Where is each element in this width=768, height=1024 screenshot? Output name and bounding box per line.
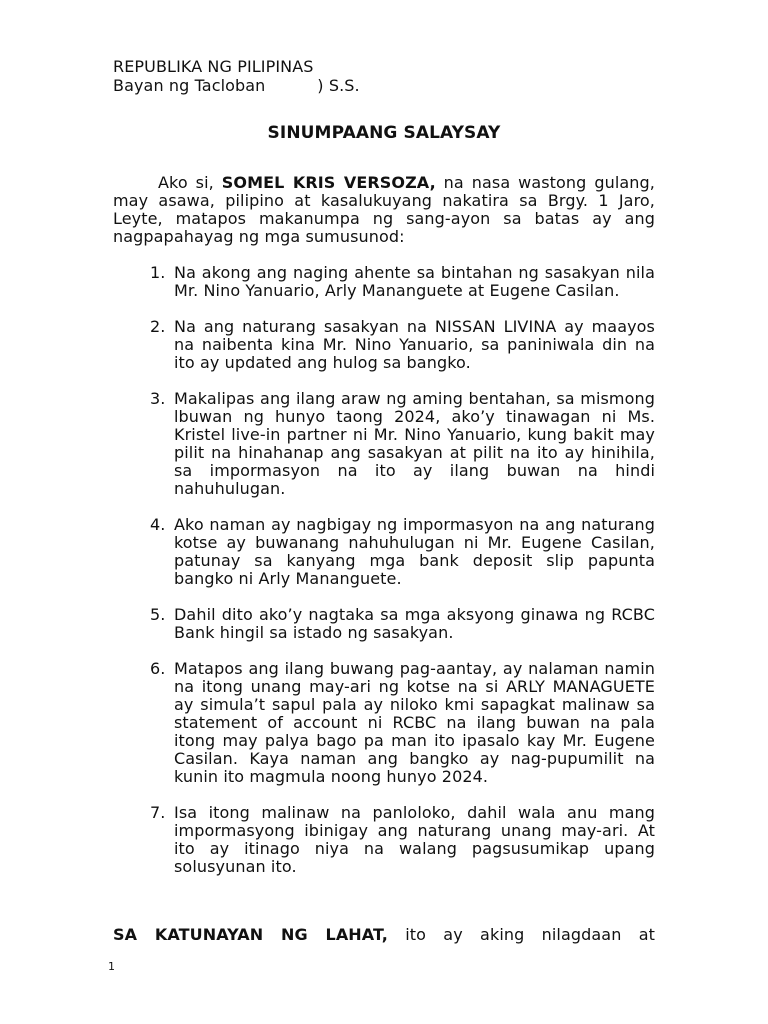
statement-item-2 (113, 318, 655, 372)
header-republic: REPUBLIKA NG PILIPINAS (113, 57, 314, 76)
item-number: 7. (150, 803, 166, 822)
closing-bold: SA KATUNAYAN NG LAHAT, (113, 925, 388, 944)
item-text: Dahil dito ako’y nagtaka sa mga aksyong ginawa ng RCBC Bank hingil sa istado ng sasakyan. (174, 605, 655, 642)
statement-item-5 (113, 606, 655, 642)
statement-list (113, 264, 655, 894)
page-number: 1 (108, 960, 116, 973)
affiant-name: SOMEL KRIS VERSOZA, (221, 173, 436, 192)
statement-item-3 (113, 390, 655, 498)
header-municipality: Bayan ng Tacloban ) S.S. (113, 76, 360, 95)
item-text: Isa itong malinaw na panloloko, dahil wala anu mang impormasyong ibinigay ang naturang unang may-ari. At ito ay itinago niya na walang pagsusumikap upang solusyunan ito. (174, 803, 655, 876)
statement-item-7 (113, 804, 655, 876)
intro-paragraph (113, 174, 655, 246)
document-header (113, 58, 360, 96)
item-number: 5. (150, 605, 166, 624)
item-number: 4. (150, 515, 166, 534)
statement-item-6 (113, 660, 655, 786)
item-number: 3. (150, 389, 166, 408)
intro-prefix: Ako si, (158, 173, 222, 192)
item-text: Ako naman ay nagbigay ng impormasyon na ang naturang kotse ay buwanang nahuhulugan ni Mr. Eugene Casilan, patunay sa kanyang mga bank deposit slip papunta bangko ni Arly Mananguete. (174, 515, 655, 588)
closing-rest: ito ay aking nilagdaan at (387, 925, 655, 944)
closing-paragraph (113, 926, 655, 944)
item-text: Na akong ang naging ahente sa bintahan ng sasakyan nila Mr. Nino Yanuario, Arly Mananguete at Eugene Casilan. (174, 263, 655, 300)
document-title: SINUMPAANG SALAYSAY (267, 123, 501, 143)
statement-item-4 (113, 516, 655, 588)
item-number: 6. (150, 659, 166, 678)
item-text: Na ang naturang sasakyan na NISSAN LIVINA ay maayos na naibenta kina Mr. Nino Yanuario, sa paniniwala din na ito ay updated ang hulog sa bangko. (174, 317, 655, 372)
intro-rest: na nasa wastong gulang, may asawa, pilipino at kasalukuyang nakatira sa Brgy. 1 Jaro, Leyte, matapos makanumpa ng sang-ayon sa batas ay ang nagpapahayag ng mga sumusunod: (113, 173, 655, 246)
item-number: 1. (150, 263, 166, 282)
statement-item-1 (113, 264, 655, 300)
item-text: Makalipas ang ilang araw ng aming bentahan, sa mismong lbuwan ng hunyo taong 2024, ako’y tinawagan ni Ms. Kristel live-in partner ni Mr. Nino Yanuario, kung bakit may pilit na hinahanap ang sasakyan at pilit na ito ay hinihila, sa impormasyon na ito ay ilang buwan na hindi nahuhulugan. (174, 389, 655, 498)
item-number: 2. (150, 317, 166, 336)
item-text: Matapos ang ilang buwang pag-aantay, ay nalaman namin na itong unang may-ari ng kotse na si ARLY MANAGUETE ay simula’t sapul pala ay niloko kmi sapagkat malinaw sa statement of account ni RCBC na ilang buwan na pala itong may palya bago pa man ito ipasalo kay Mr. Eugene Casilan. Kaya naman ang bangko ay nag-pupumilit na kunin ito magmula noong hunyo 2024. (174, 659, 655, 786)
